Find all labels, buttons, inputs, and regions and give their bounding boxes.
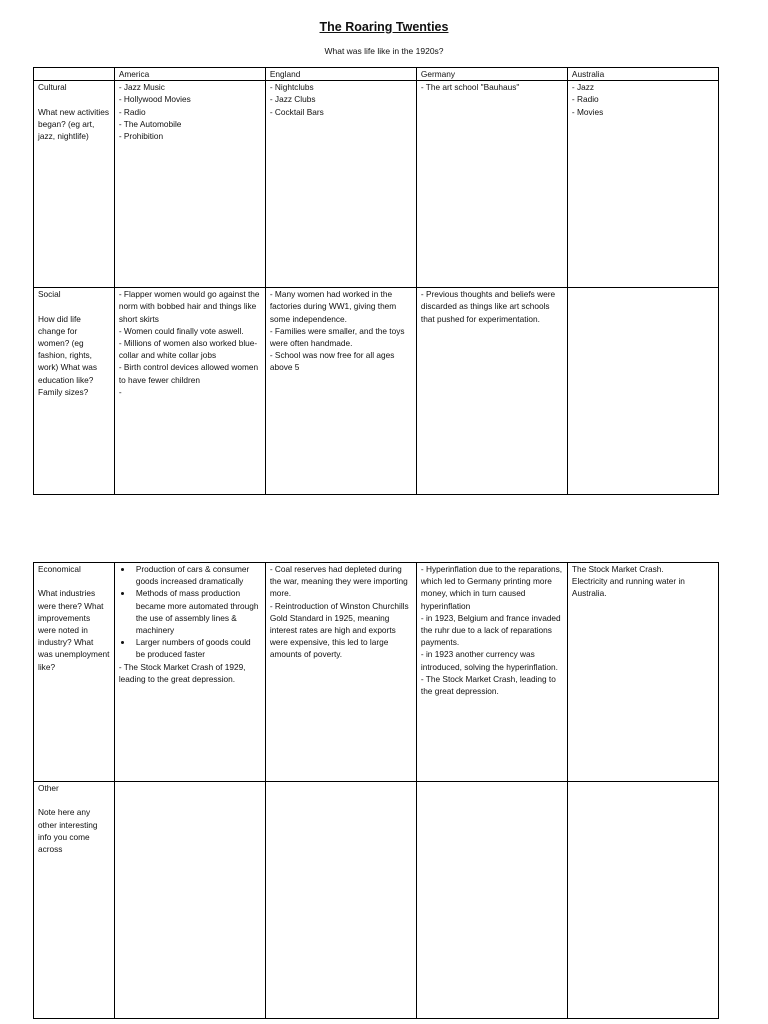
cell-cultural-england <box>265 81 416 288</box>
table-row-social <box>34 288 719 495</box>
cell-line: - Nightclubs <box>269 82 314 93</box>
cell-line: - Radio <box>571 94 599 105</box>
cell-line: - Prohibition <box>118 131 164 142</box>
cell-cultural-germany <box>416 81 567 288</box>
cell-economical-america <box>114 563 265 782</box>
cell-line: - Jazz Clubs <box>269 94 316 105</box>
cell-social-germany <box>416 288 567 495</box>
cell-economical-england <box>265 563 416 782</box>
cell-other-germany <box>416 782 567 1019</box>
cell-line: - Families were smaller, and the toys were often handmade. <box>269 325 405 349</box>
cell-other-america <box>114 782 265 1019</box>
cell-line: - Many women had worked in the factories during WW1, giving them some independence. <box>269 289 397 324</box>
header-australia: Australia <box>567 68 718 81</box>
cell-line: - Hollywood Movies <box>118 94 191 105</box>
row-question: Note here any other interesting info you come across <box>38 807 98 854</box>
header-america: America <box>114 68 265 81</box>
table-row-economical <box>34 563 719 782</box>
row-label-cultural <box>34 81 115 288</box>
row-question: What industries were there? What improvements were noted in industry? What was unemployment like? <box>38 588 110 672</box>
cell-line: - Reintroduction of Winston Churchills Gold Standard in 1925, meaning interest rates are high and exports were expensive, this led to large amounts of poverty. <box>269 600 409 660</box>
row-question: How did life change for women? (eg fashion, rights, work) What was education like? Family sizes? <box>38 313 98 397</box>
cell-line: - Birth control devices allowed women to have fewer children <box>118 362 259 385</box>
header-empty-cell <box>34 68 115 81</box>
header-germany: Germany <box>416 68 567 81</box>
bullet-list <box>119 563 261 661</box>
row-question: What new activities began? (eg art, jazz, nightlife) <box>38 106 110 141</box>
cell-economical-australia <box>567 563 718 782</box>
row-label-economical <box>34 563 115 782</box>
table-row-cultural <box>34 81 719 288</box>
table-page-top <box>33 67 719 495</box>
list-item: • Larger numbers of goods could be produced faster <box>133 636 261 660</box>
cell-line: - Previous thoughts and beliefs were discarded as things like art schools that pushed for experimentation. <box>420 289 556 324</box>
cell-line: - Women could finally vote aswell. <box>118 325 244 336</box>
header-row <box>34 68 719 81</box>
cell-line: - Coal reserves had depleted during the war, meaning they were importing more. <box>269 564 408 599</box>
cell-cultural-australia <box>567 81 718 288</box>
cell-social-australia <box>567 288 718 495</box>
cell-line: - <box>118 386 122 397</box>
cell-line: - Radio <box>118 106 146 117</box>
cell-line: The Stock Market Crash. <box>571 564 664 574</box>
cell-economical-germany <box>416 563 567 782</box>
cell-line: - Jazz <box>571 82 595 93</box>
cell-other-england <box>265 782 416 1019</box>
row-label-social <box>34 288 115 495</box>
header-england: England <box>265 68 416 81</box>
cell-line: - Movies <box>571 106 604 117</box>
cell-line: - Millions of women also worked blue-collar and white collar jobs <box>118 338 258 361</box>
cell-social-america <box>114 288 265 495</box>
table-page-bottom <box>33 562 719 1019</box>
list-item: • Methods of mass production became more automated through the use of assembly lines & machinery <box>133 587 261 636</box>
cell-cultural-america <box>114 81 265 288</box>
row-title: Economical <box>38 564 81 574</box>
row-title: Cultural <box>38 82 67 93</box>
cell-line: - Hyperinflation due to the reparations, which led to Germany printing more money, which in turn caused hyperinflation <box>420 564 563 611</box>
row-title: Social <box>38 289 61 300</box>
list-item: • Production of cars & consumer goods increased dramatically <box>133 563 261 587</box>
document-title: The Roaring Twenties <box>319 20 449 34</box>
cell-line: Electricity and running water in Australia. <box>571 576 685 599</box>
cell-line: - Cocktail Bars <box>269 106 324 117</box>
document-subtitle: What was life like in the 1920s? <box>324 46 444 56</box>
cell-line: - The art school "Bauhaus" <box>420 82 520 93</box>
cell-line: - in 1923, Belgium and france invaded the ruhr due to a lack of reparations payments. <box>420 612 561 648</box>
cell-other-australia <box>567 782 718 1019</box>
row-label-other <box>34 782 115 1019</box>
cell-line: - in 1923 another currency was introduced, solving the hyperinflation. <box>420 649 558 672</box>
cell-line: - The Stock Market Crash of 1929, leading to the great depression. <box>118 661 246 684</box>
cell-line: - The Stock Market Crash, leading to the great depression. <box>420 673 556 697</box>
row-title: Other <box>38 783 59 793</box>
cell-line: - The Automobile <box>118 118 182 129</box>
cell-line: - School was now free for all ages above 5 <box>269 350 395 373</box>
cell-line: - Jazz Music <box>118 82 165 93</box>
cell-line: - Flapper women would go against the norm with bobbed hair and things like short skirts <box>118 289 260 324</box>
cell-social-england <box>265 288 416 495</box>
table-row-other <box>34 782 719 1019</box>
